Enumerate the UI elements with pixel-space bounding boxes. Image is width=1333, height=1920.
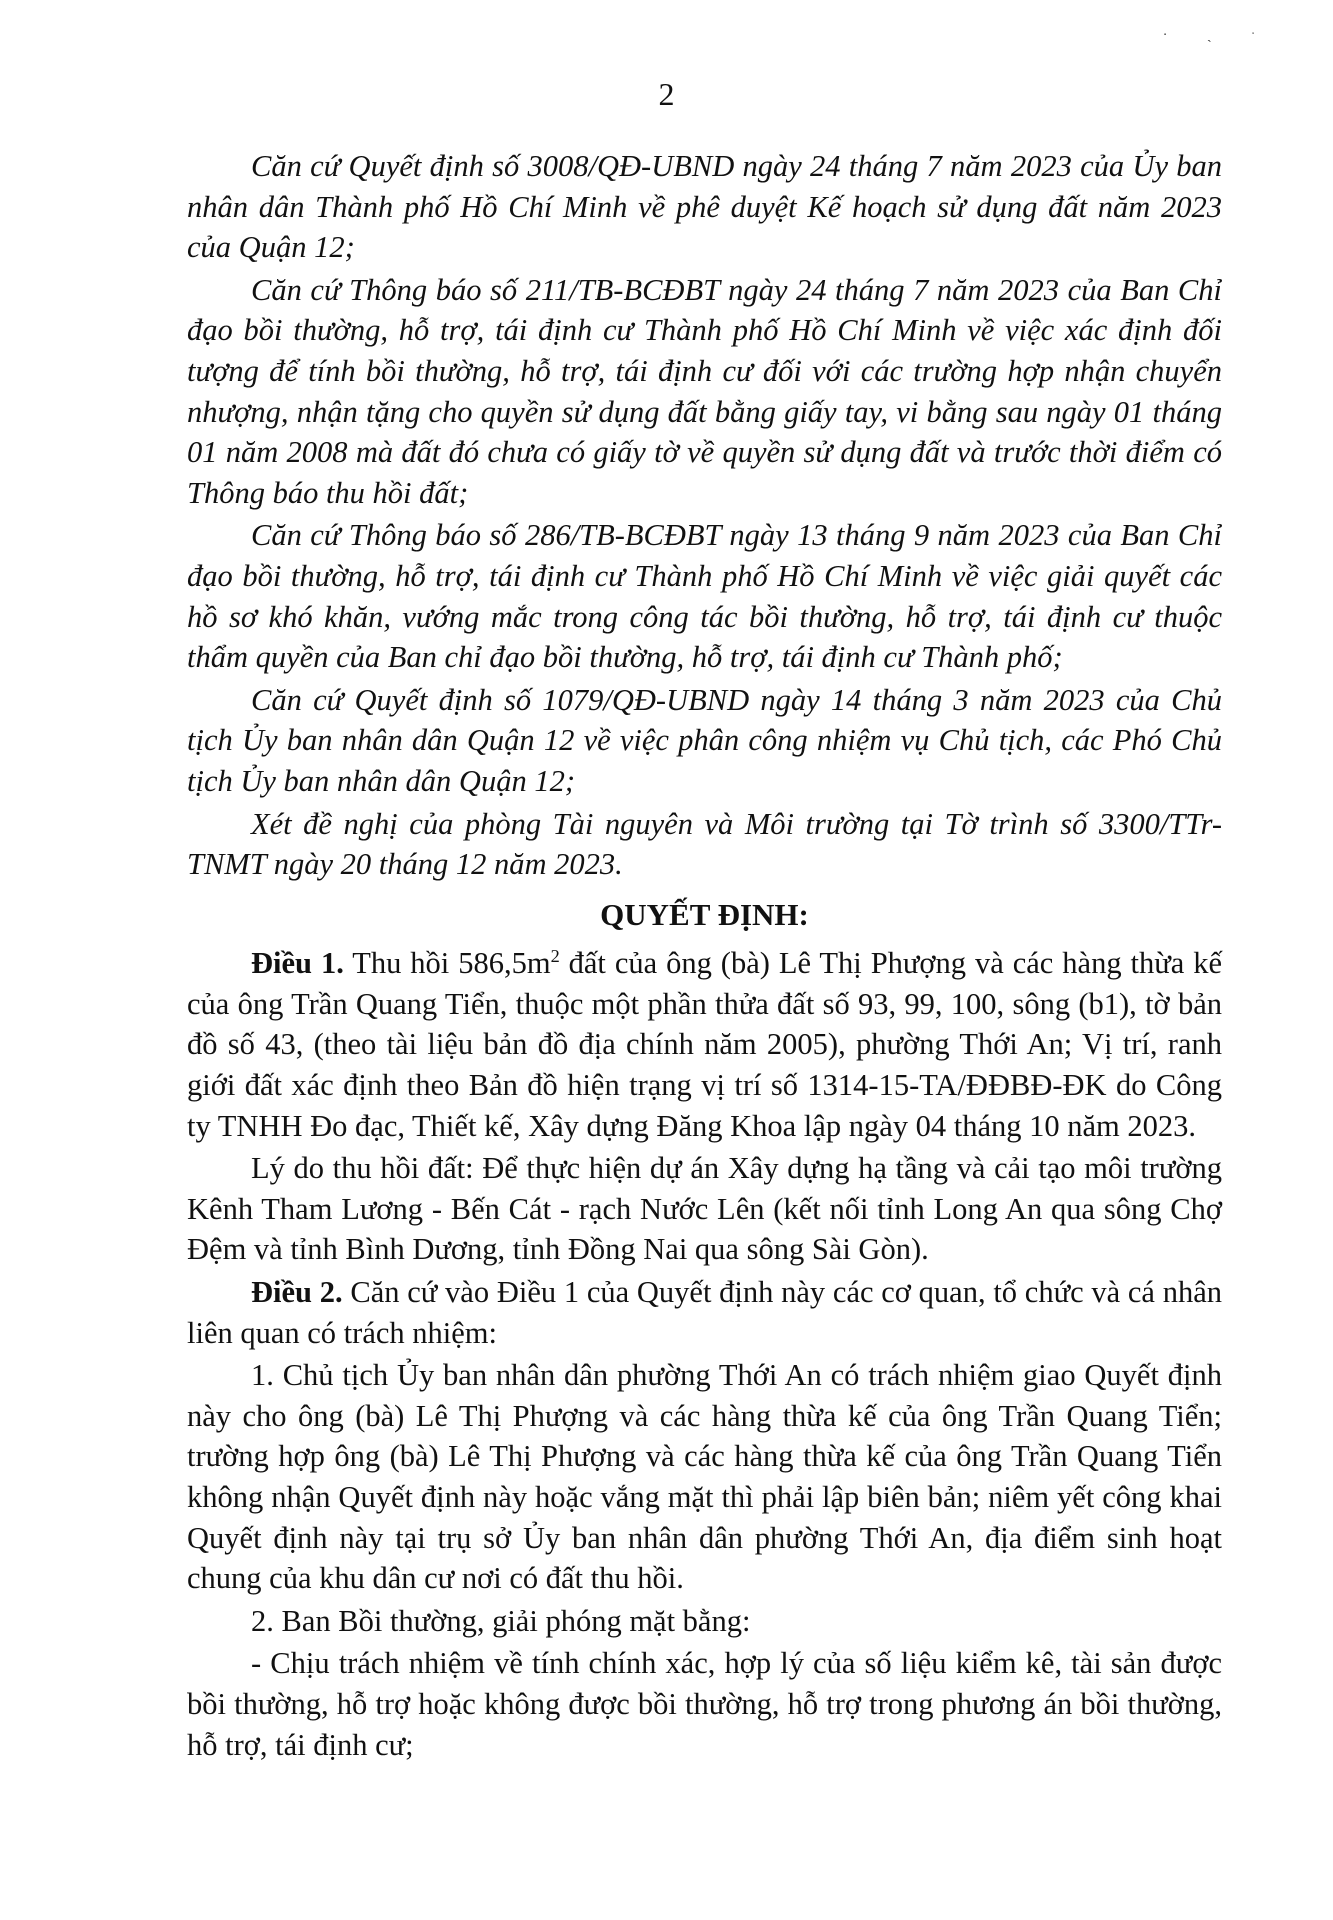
legal-basis-1: Căn cứ Quyết định số 3008/QĐ-UBND ngày 24 tháng 7 năm 2023 của Ủy ban nhân dân Thành phố Hồ Chí Minh về phê duyệt Kế hoạch sử dụng đất năm 2023 của Quận 12; (187, 149, 1222, 265)
reason-paragraph: Lý do thu hồi đất: Để thực hiện dự án Xây dựng hạ tầng và cải tạo môi trường Kênh Tham Lương - Bến Cát - rạch Nước Lên (kết nối tỉnh Long An qua sông Chợ Đệm và tỉnh Bình Dương, tỉnh Đồng Nai qua sông Sài Gòn). (187, 1151, 1222, 1267)
article-1-text-a: Thu hồi 586,5m (343, 946, 551, 981)
document-body (187, 146, 1222, 1767)
article-2 (187, 1272, 1222, 1353)
page-number: 2 (658, 76, 675, 112)
article-2-item-2: 2. Ban Bồi thường, giải phóng mặt bằng: (251, 1603, 751, 1638)
article-2-item-2-bullet: - Chịu trách nhiệm về tính chính xác, hợp lý của số liệu kiểm kê, tài sản được bồi thường, hỗ trợ hoặc không được bồi thường, hỗ trợ trong phương án bồi thường, hỗ trợ, tái định cư; (187, 1646, 1222, 1762)
article-2-item-1: 1. Chủ tịch Ủy ban nhân dân phường Thới An có trách nhiệm giao Quyết định này cho ông (bà) Lê Thị Phượng và các hàng thừa kế của ông Trần Quang Tiển; trường hợp ông (bà) Lê Thị Phượng và các hàng thừa kế của ông Trần Quang Tiển không nhận Quyết định này hoặc vắng mặt thì phải lập biên bản; niêm yết công khai Quyết định này tại trụ sở Ủy ban nhân dân phường Thới An, địa điểm sinh hoạt chung của khu dân cư nơi có đất thu hồi. (187, 1358, 1222, 1596)
legal-basis-4: Căn cứ Quyết định số 1079/QĐ-UBND ngày 14 tháng 3 năm 2023 của Chủ tịch Ủy ban nhân dân Quận 12 về việc phân công nhiệm vụ Chủ tịch, các Phó Chủ tịch Ủy ban nhân dân Quận 12; (187, 682, 1222, 798)
article-2-text: Căn cứ vào Điều 1 của Quyết định này các cơ quan, tổ chức và cá nhân liên quan có trách nhiệm: (187, 1275, 1222, 1350)
area-unit-superscript: 2 (550, 946, 560, 967)
article-1-text-b: đất của ông (bà) Lê Thị Phượng và các hàng thừa kế của ông Trần Quang Tiển, thuộc một phần thửa đất số 93, 99, 100, sông (b1), tờ bản đồ số 43, (theo tài liệu bản đồ địa chính năm 2005), phường Thới An; Vị trí, ranh giới đất xác định theo Bản đồ hiện trạng vị trí số 1314-15-TA/ĐĐBĐ-ĐK do Công ty TNHH Đo đạc, Thiết kế, Xây dựng Đăng Khoa lập ngày 04 tháng 10 năm 2023. (187, 946, 1223, 1143)
proposal-consideration: Xét đề nghị của phòng Tài nguyên và Môi trường tại Tờ trình số 3300/TTr-TNMT ngày 20 tháng 12 năm 2023. (187, 806, 1222, 882)
scan-specks: · ˎ ˑ (1162, 28, 1273, 43)
article-1-label: Điều 1. (251, 946, 344, 981)
decision-heading: QUYẾT ĐỊNH: (600, 896, 809, 932)
article-1 (187, 943, 1222, 1146)
legal-basis-3: Căn cứ Thông báo số 286/TB-BCĐBT ngày 13 tháng 9 năm 2023 của Ban Chỉ đạo bồi thường, hỗ trợ, tái định cư Thành phố Hồ Chí Minh về việc giải quyết các hồ sơ khó khăn, vướng mắc trong công tác bồi thường, hỗ trợ, tái định cư thuộc thẩm quyền của Ban chỉ đạo bồi thường, hỗ trợ, tái định cư Thành phố; (187, 518, 1222, 675)
legal-basis-2: Căn cứ Thông báo số 211/TB-BCĐBT ngày 24 tháng 7 năm 2023 của Ban Chỉ đạo bồi thường, hỗ trợ, tái định cư Thành phố Hồ Chí Minh về việc xác định đối tượng để tính bồi thường, hỗ trợ, tái định cư đối với các trường hợp nhận chuyển nhượng, nhận tặng cho quyền sử dụng đất bằng giấy tay, vi bằng sau ngày 01 tháng 01 năm 2008 mà đất đó chưa có giấy tờ về quyền sử dụng đất và trước thời điểm có Thông báo thu hồi đất; (187, 272, 1222, 510)
article-2-label: Điều 2. (251, 1275, 343, 1310)
